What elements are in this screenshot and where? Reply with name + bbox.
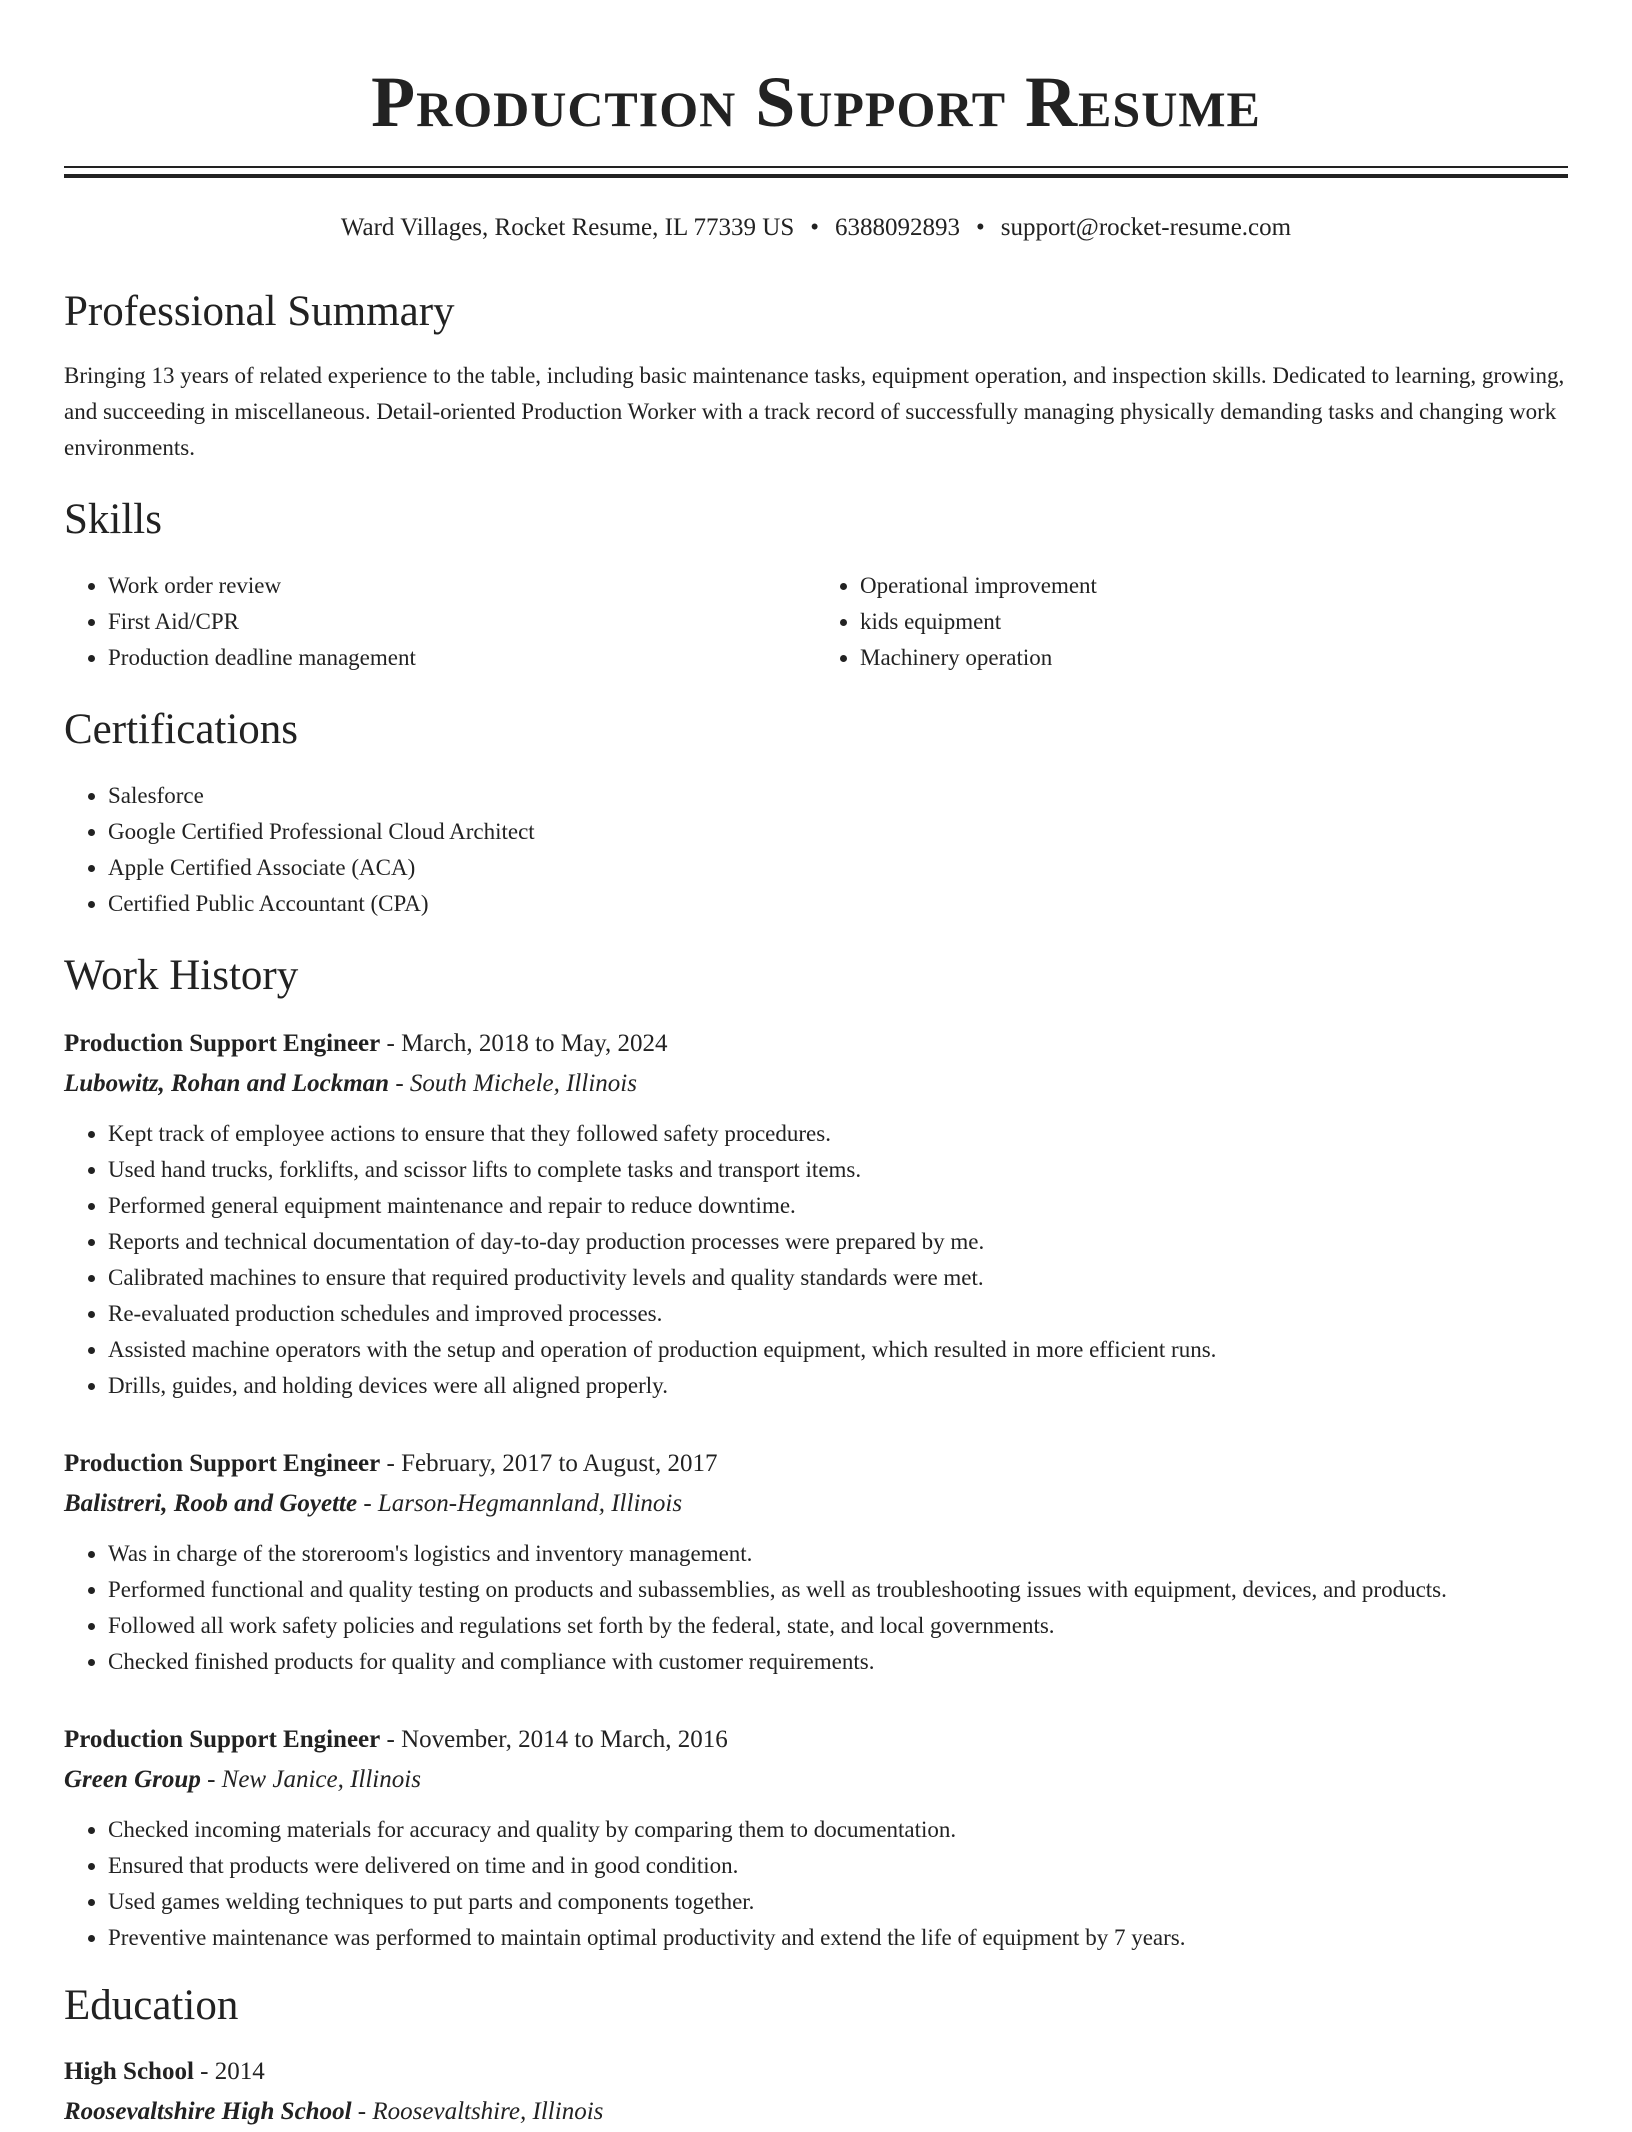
contact-separator: • [976,214,985,241]
job-bullet: • Calibrated machines to ensure that required productivity levels and quality standards were met. [108,1260,1568,1296]
summary-text: Bringing 13 years of related experience to the table, including basic maintenance tasks, equipment operation, and inspection skills. Dedicated to learning, growing, and succeeding in miscellaneous. Detail-oriented Production Worker with a track record of successfully managing physically demanding tasks and changing work environments. [64,363,1565,460]
education-heading: Education [64,1982,239,2029]
job-employer-line [64,1760,1568,1800]
skills-list-left [64,568,816,676]
education-location: - Roosevaltshire, Illinois [351,2098,604,2125]
job-bullet: • Used games welding techniques to put parts and components together. [108,1884,1568,1920]
resume-title: Production Support Resume [371,62,1261,142]
education-entry [64,2052,1568,2132]
job-bullet: • Checked incoming materials for accuracy and quality by comparing them to documentation. [108,1812,1568,1848]
title-rule-thin [64,166,1568,168]
job-entry [64,1024,1568,1404]
certifications-section [64,704,1568,922]
education-degree: High School [64,2058,194,2085]
contact-phone: 6388092893 [835,214,961,241]
job-dates: - February, 2017 to August, 2017 [380,1450,718,1477]
job-bullet: • Checked finished products for quality and compliance with customer requirements. [108,1644,1568,1680]
skill-item: • First Aid/CPR [108,604,816,640]
job-entry [64,1720,1568,1956]
job-title-line [64,1444,1568,1484]
job-bullet: • Performed functional and quality testing on products and subassemblies, as well as troubleshooting issues with equipment, devices, and products. [108,1572,1568,1608]
job-bullets [64,1812,1568,1956]
job-bullet: • Ensured that products were delivered on time and in good condition. [108,1848,1568,1884]
job-title: Production Support Engineer [64,1030,381,1057]
job-bullet: • Preventive maintenance was performed to maintain optimal productivity and extend the life of equipment by 7 years. [108,1920,1568,1956]
skill-item: • Work order review [108,568,816,604]
education-year: - 2014 [193,2058,265,2085]
certification-item: • Google Certified Professional Cloud Architect [108,814,1568,850]
job-employer-line [64,1484,1568,1524]
job-employer: Balistreri, Roob and Goyette [64,1490,358,1517]
work-history-heading: Work History [64,952,299,999]
skill-item: • Operational improvement [860,568,1568,604]
job-bullet: • Performed general equipment maintenance and repair to reduce downtime. [108,1188,1568,1224]
job-bullets [64,1116,1568,1404]
job-title-line [64,1720,1568,1760]
job-employer: Lubowitz, Rohan and Lockman [64,1070,390,1097]
skills-grid [64,568,1568,676]
summary-section [64,286,1568,466]
contact-address: Ward Villages, Rocket Resume, IL 77339 US [340,214,795,241]
job-bullet: • Assisted machine operators with the setup and operation of production equipment, which resulted in more efficient runs. [108,1332,1568,1368]
job-employer: Green Group [64,1766,201,1793]
skills-section [64,494,1568,676]
education-section [64,1980,1568,2132]
education-school: Roosevaltshire High School [64,2098,352,2125]
certifications-list [64,778,1568,922]
skill-item: • Production deadline management [108,640,816,676]
job-employer-line [64,1064,1568,1104]
certification-item: • Salesforce [108,778,1568,814]
summary-heading: Professional Summary [64,288,455,335]
job-dates: - March, 2018 to May, 2024 [380,1030,668,1057]
certification-item: • Apple Certified Associate (ACA) [108,850,1568,886]
job-title: Production Support Engineer [64,1726,381,1753]
job-bullet: • Re-evaluated production schedules and improved processes. [108,1296,1568,1332]
skill-item: • Machinery operation [860,640,1568,676]
job-bullet: • Was in charge of the storeroom's logistics and inventory management. [108,1536,1568,1572]
contact-line [64,212,1568,244]
certifications-heading: Certifications [64,706,299,753]
job-title-line [64,1024,1568,1064]
job-entry [64,1444,1568,1680]
education-degree-line [64,2052,1568,2092]
skills-list-right [816,568,1568,676]
skills-heading: Skills [64,496,162,543]
job-bullet: • Reports and technical documentation of day-to-day production processes were prepared by me. [108,1224,1568,1260]
work-history-section [64,950,1568,1956]
job-location: - South Michele, Illinois [389,1070,637,1097]
skill-item: • kids equipment [860,604,1568,640]
job-location: - New Janice, Illinois [200,1766,421,1793]
job-bullet: • Used hand trucks, forklifts, and scissor lifts to complete tasks and transport items. [108,1152,1568,1188]
title-rule-thick [64,174,1568,178]
job-bullet: • Followed all work safety policies and regulations set forth by the federal, state, and local governments. [108,1608,1568,1644]
contact-separator: • [810,214,820,241]
job-title: Production Support Engineer [64,1450,381,1477]
job-bullet: • Drills, guides, and holding devices were all aligned properly. [108,1368,1568,1404]
contact-email: support@rocket-resume.com [1000,214,1292,241]
education-school-line [64,2092,1568,2132]
job-bullet: • Kept track of employee actions to ensure that they followed safety procedures. [108,1116,1568,1152]
certification-item: • Certified Public Accountant (CPA) [108,886,1568,922]
job-dates: - November, 2014 to March, 2016 [380,1726,728,1753]
job-location: - Larson-Hegmannland, Illinois [357,1490,683,1517]
job-bullets [64,1536,1568,1680]
